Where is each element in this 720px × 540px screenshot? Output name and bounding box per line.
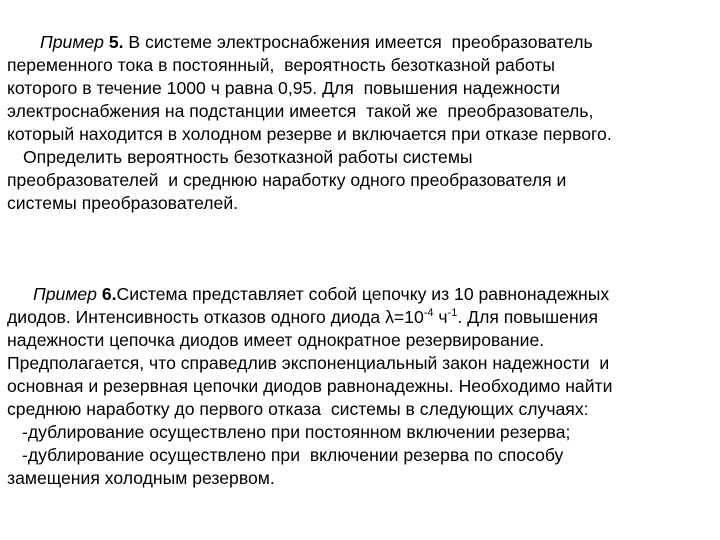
- example-6-line: надежности цепочка диодов имеет однократное резервирование.: [7, 330, 545, 350]
- unit-exponent: -1: [447, 307, 458, 319]
- example-5-line: который находится в холодном резерве и включается при отказе первого.: [7, 124, 612, 144]
- example-5-line: системы преобразователей.: [7, 193, 239, 213]
- example-6-case-item: -дублирование осуществлено при постоянном включении резерва;: [22, 422, 571, 442]
- example-6-number: 6.: [101, 284, 117, 304]
- example-6-line: Предполагается, что справедлив экспоненциальный закон надежности и: [7, 353, 610, 373]
- example-6-paragraph: [7, 283, 715, 490]
- example-5-line: электроснабжения на подстанции имеется такой же преобразователь,: [7, 101, 594, 121]
- example-5-line: преобразователей и среднюю наработку одного преобразователя и: [7, 170, 567, 190]
- example-5-task-line: Определить вероятность безотказной работы системы: [23, 147, 473, 167]
- example-5-line: Пример 5. В системе электроснабжения имеется преобразователь: [40, 32, 593, 52]
- example-6-line: среднюю наработку до первого отказа системы в следующих случаях:: [7, 399, 589, 419]
- rate-exponent: -4: [423, 307, 434, 319]
- example-5-line: которого в течение 1000 ч равна 0,95. Для повышения надежности: [7, 78, 561, 98]
- example-5-paragraph: [7, 31, 715, 215]
- example-6-line: замещения холодным резервом.: [7, 468, 275, 488]
- example-5-label: Пример: [40, 32, 104, 52]
- example-6-line: Пример 6.Система представляет собой цепочку из 10 равнонадежных: [33, 284, 610, 304]
- example-6-case-item: -дублирование осуществлено при включении резерва по способу: [22, 445, 564, 465]
- lambda-symbol: λ: [385, 307, 394, 327]
- example-6-formula-line: диодов. Интенсивность отказов одного диода $\lambda=10^{-4}$ $ч^{-1}$. Для повышения: [7, 307, 599, 327]
- example-5-number: 5.: [108, 32, 124, 52]
- example-6-label: Пример: [33, 284, 97, 304]
- example-5-line: переменного тока в постоянный, вероятность безотказной работы: [7, 55, 555, 75]
- example-6-line: основная и резервная цепочки диодов равнонадежны. Необходимо найти: [7, 376, 613, 396]
